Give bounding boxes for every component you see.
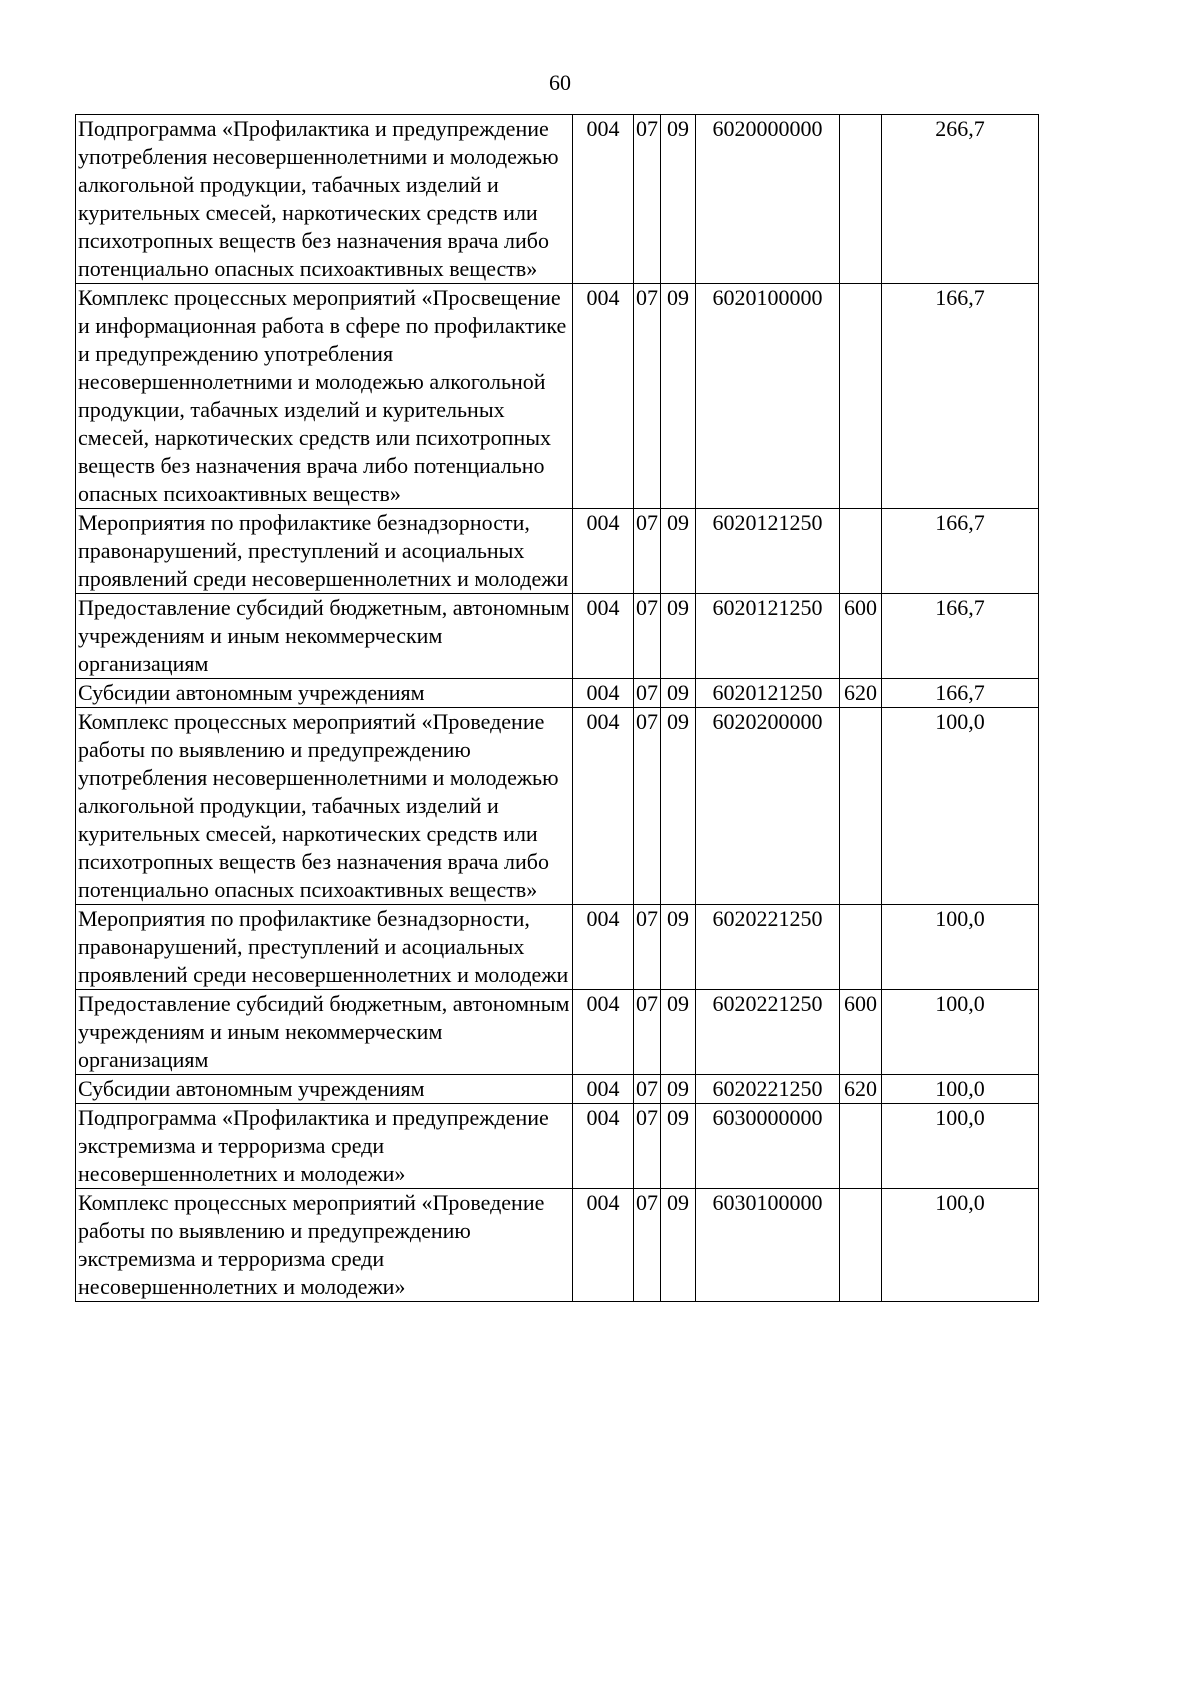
target-code: 6020121250 — [696, 509, 840, 594]
subsection-code: 09 — [661, 679, 696, 708]
table-row — [76, 905, 1039, 990]
target-code: 6030100000 — [696, 1189, 840, 1302]
table-row — [76, 594, 1039, 679]
row-name: Субсидии автономным учреждениям — [76, 1075, 573, 1104]
expense-type-code: 600 — [840, 990, 882, 1075]
ministry-code: 004 — [573, 1104, 634, 1189]
subsection-code: 09 — [661, 905, 696, 990]
ministry-code: 004 — [573, 115, 634, 284]
ministry-code: 004 — [573, 708, 634, 905]
table-row — [76, 679, 1039, 708]
section-code: 07 — [634, 679, 661, 708]
ministry-code: 004 — [573, 594, 634, 679]
section-code: 07 — [634, 1104, 661, 1189]
expense-type-code: 620 — [840, 679, 882, 708]
target-code: 6020121250 — [696, 594, 840, 679]
section-code: 07 — [634, 905, 661, 990]
table-row — [76, 509, 1039, 594]
subsection-code: 09 — [661, 1189, 696, 1302]
amount: 100,0 — [882, 1104, 1039, 1189]
ministry-code: 004 — [573, 284, 634, 509]
ministry-code: 004 — [573, 679, 634, 708]
amount: 166,7 — [882, 284, 1039, 509]
section-code: 07 — [634, 708, 661, 905]
amount: 100,0 — [882, 905, 1039, 990]
row-name: Комплекс процессных мероприятий «Просвещение и информационная работа в сфере по профилактике и предупреждению употребления несовершеннолетними и молодежью алкогольной продукции, табачных изделий и курительных смесей, наркотических средств или психотропных веществ без назначения врача либо потенциально опасных психоактивных веществ» — [76, 284, 573, 509]
row-name: Мероприятия по профилактике безнадзорности, правонарушений, преступлений и асоциальных проявлений среди несовершеннолетних и молодежи — [76, 509, 573, 594]
row-name: Подпрограмма «Профилактика и предупреждение употребления несовершеннолетними и молодежью алкогольной продукции, табачных изделий и курительных смесей, наркотических средств или психотропных веществ без назначения врача либо потенциально опасных психоактивных веществ» — [76, 115, 573, 284]
subsection-code: 09 — [661, 509, 696, 594]
ministry-code: 004 — [573, 1189, 634, 1302]
subsection-code: 09 — [661, 115, 696, 284]
table-row — [76, 1104, 1039, 1189]
target-code: 6020221250 — [696, 905, 840, 990]
table-row — [76, 284, 1039, 509]
expense-type-code — [840, 115, 882, 284]
amount: 166,7 — [882, 594, 1039, 679]
amount: 166,7 — [882, 679, 1039, 708]
expense-type-code — [840, 905, 882, 990]
expense-type-code: 600 — [840, 594, 882, 679]
target-code: 6020221250 — [696, 990, 840, 1075]
ministry-code: 004 — [573, 1075, 634, 1104]
subsection-code: 09 — [661, 594, 696, 679]
row-name: Мероприятия по профилактике безнадзорности, правонарушений, преступлений и асоциальных проявлений среди несовершеннолетних и молодежи — [76, 905, 573, 990]
target-code: 6020100000 — [696, 284, 840, 509]
expense-type-code — [840, 708, 882, 905]
section-code: 07 — [634, 1075, 661, 1104]
subsection-code: 09 — [661, 284, 696, 509]
target-code: 6020000000 — [696, 115, 840, 284]
table-row — [76, 1075, 1039, 1104]
expense-type-code — [840, 1189, 882, 1302]
ministry-code: 004 — [573, 905, 634, 990]
subsection-code: 09 — [661, 990, 696, 1075]
section-code: 07 — [634, 1189, 661, 1302]
row-name: Субсидии автономным учреждениям — [76, 679, 573, 708]
page-number: 60 — [549, 70, 571, 95]
table-row — [76, 708, 1039, 905]
row-name: Подпрограмма «Профилактика и предупреждение экстремизма и терроризма среди несовершеннолетних и молодежи» — [76, 1104, 573, 1189]
target-code: 6020121250 — [696, 679, 840, 708]
section-code: 07 — [634, 115, 661, 284]
subsection-code: 09 — [661, 1104, 696, 1189]
row-name: Предоставление субсидий бюджетным, автономным учреждениям и иным некоммерческим организациям — [76, 594, 573, 679]
amount: 100,0 — [882, 1189, 1039, 1302]
ministry-code: 004 — [573, 990, 634, 1075]
table-row — [76, 990, 1039, 1075]
expense-type-code — [840, 284, 882, 509]
amount: 266,7 — [882, 115, 1039, 284]
section-code: 07 — [634, 284, 661, 509]
table-row — [76, 1189, 1039, 1302]
row-name: Предоставление субсидий бюджетным, автономным учреждениям и иным некоммерческим организациям — [76, 990, 573, 1075]
row-name: Комплекс процессных мероприятий «Проведение работы по выявлению и предупреждению экстремизма и терроризма среди несовершеннолетних и молодежи» — [76, 1189, 573, 1302]
target-code: 6020200000 — [696, 708, 840, 905]
expense-type-code: 620 — [840, 1075, 882, 1104]
section-code: 07 — [634, 509, 661, 594]
section-code: 07 — [634, 594, 661, 679]
ministry-code: 004 — [573, 509, 634, 594]
budget-table — [75, 114, 1039, 1302]
expense-type-code — [840, 509, 882, 594]
target-code: 6030000000 — [696, 1104, 840, 1189]
subsection-code: 09 — [661, 1075, 696, 1104]
table-row — [76, 115, 1039, 284]
row-name: Комплекс процессных мероприятий «Проведение работы по выявлению и предупреждению употребления несовершеннолетними и молодежью алкогольной продукции, табачных изделий и курительных смесей, наркотических средств или психотропных веществ без назначения врача либо потенциально опасных психоактивных веществ» — [76, 708, 573, 905]
amount: 166,7 — [882, 509, 1039, 594]
target-code: 6020221250 — [696, 1075, 840, 1104]
amount: 100,0 — [882, 708, 1039, 905]
expense-type-code — [840, 1104, 882, 1189]
amount: 100,0 — [882, 990, 1039, 1075]
section-code: 07 — [634, 990, 661, 1075]
amount: 100,0 — [882, 1075, 1039, 1104]
subsection-code: 09 — [661, 708, 696, 905]
